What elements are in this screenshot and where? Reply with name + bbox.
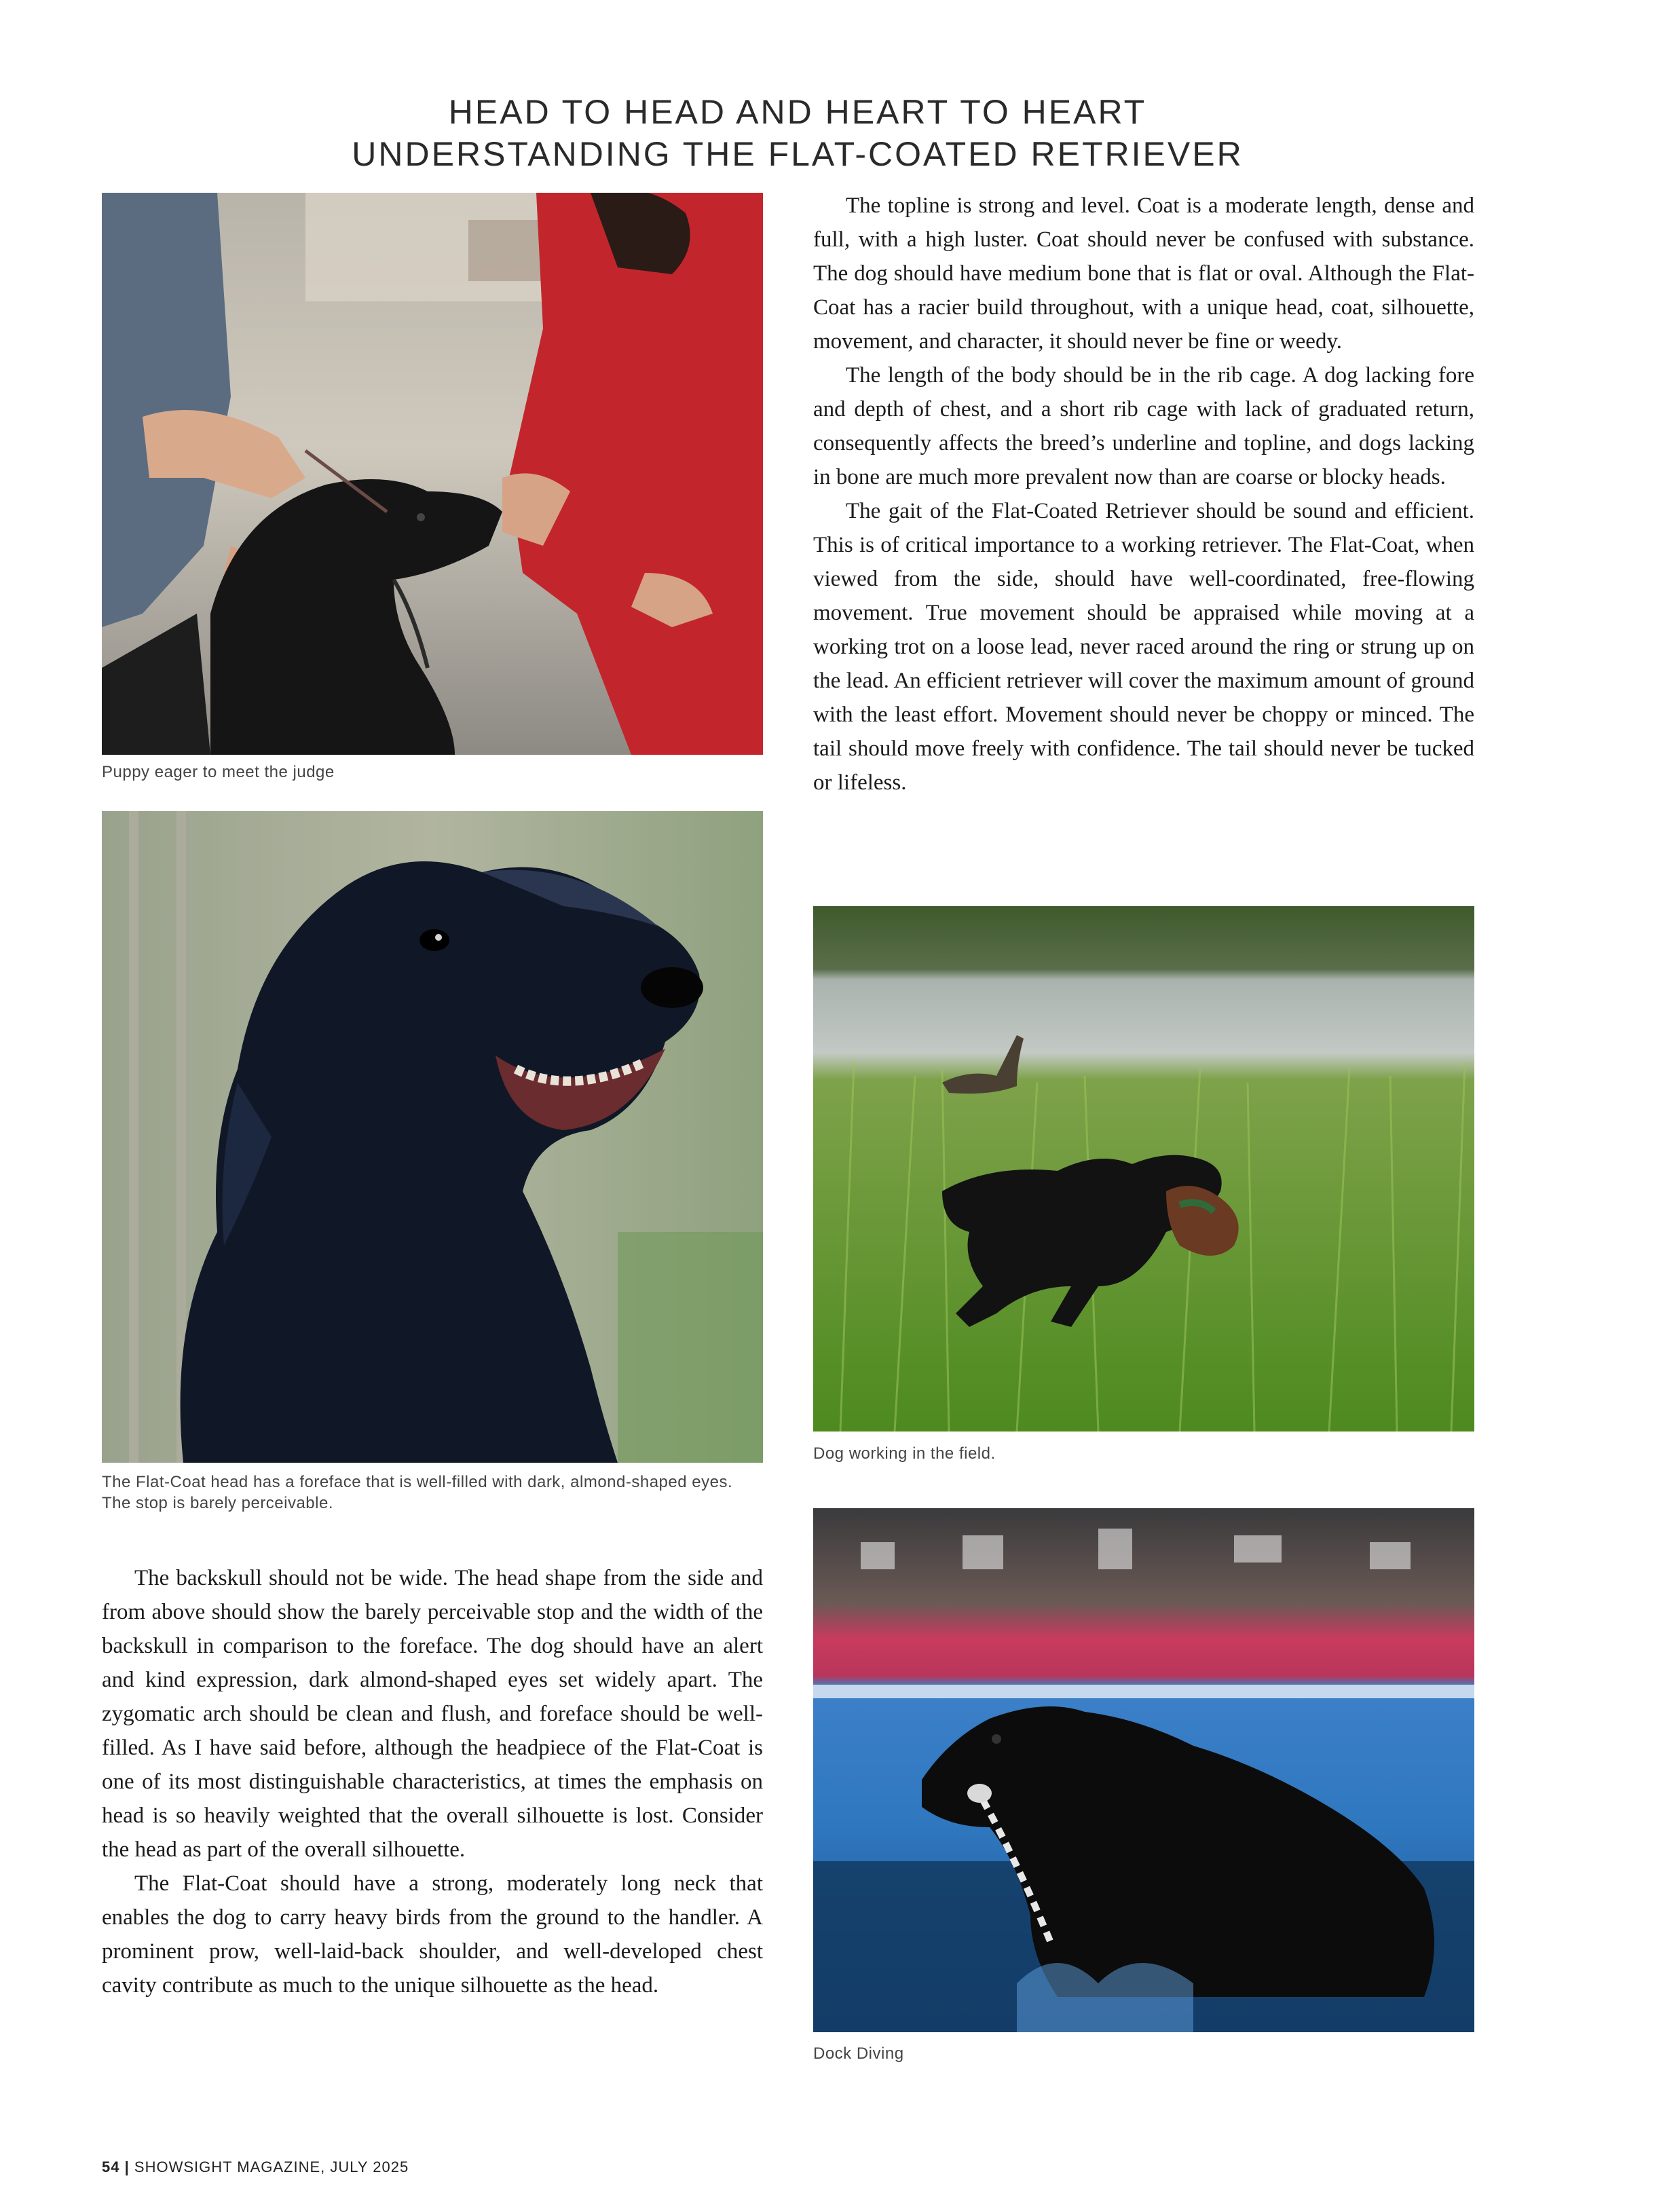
photo-caption-puppy: Puppy eager to meet the judge (102, 763, 335, 781)
footer-separator: | (124, 2158, 130, 2175)
left-paragraph: The backskull should not be wide. The head shape from the side and from above should show the barely perceivable stop and the width of the backskull in comparison to the foreface. The dog should have an alert and kind expression, dark almond-shaped eyes set widely apart. The zygomatic arch should be clean and flush, and foreface should be well-filled. As I have said before, although the headpiece of the Flat-Coat is one of its most distinguishable characteristics, at times the emphasis on head is so heavily weighted that the overall silhouette is lost. Consider the head as part of the overall silhouette. (102, 1566, 763, 1862)
left-paragraph: The Flat-Coat should have a strong, moderately long neck that enables the dog to carry heavy birds from the ground to the handler. A prominent prow, well-laid-back shoulder, and well-developed chest cavity contribute as much to the unique silhouette as the head. (102, 1871, 763, 1998)
right-paragraph: The length of the body should be in the rib cage. A dog lacking fore and depth of chest, and a short rib cage with lack of graduated return, consequently affects the breed’s underline and topline, and dogs lacking in bone are much more prevalent now than are coarse or blocky heads. (813, 363, 1474, 489)
page-footer (102, 2158, 409, 2176)
page-number: 54 (102, 2158, 120, 2175)
photo-puppy-judge (102, 193, 763, 755)
article-title-line1: HEAD TO HEAD AND HEART TO HEART (448, 93, 1147, 131)
photo-field-work (813, 906, 1474, 1432)
dock-diving-image (813, 1508, 1474, 2032)
publication-name: SHOWSIGHT MAGAZINE, JULY 2025 (134, 2158, 409, 2175)
right-column-text (813, 189, 1474, 800)
puppy-judge-image (102, 193, 763, 755)
field-work-image (813, 906, 1474, 1432)
photo-head-portrait (102, 811, 763, 1463)
right-paragraph: The gait of the Flat-Coated Retriever should be sound and efficient. This is of critical importance to a working retriever. The Flat-Coat, when viewed from the side, should have well-coordinated, free-flowing movement. True movement should be appraised while moving at a working trot on a loose lead, never raced around the ring or strung up on the lead. An efficient retriever will cover the maximum amount of ground with the least effort. Movement should never be choppy or minced. The tail should move freely with confidence. The tail should never be tucked or lifeless. (813, 499, 1474, 795)
photo-caption-dock: Dock Diving (813, 2044, 904, 2063)
right-paragraph: The topline is strong and level. Coat is a moderate length, dense and full, with a high luster. Coat should never be confused with substance. The dog should have medium bone that is flat or oval. Although the Flat-Coat has a racier build throughout, with a unique head, coat, silhouette, movement, and character, it should never be fine or weedy. (813, 193, 1474, 354)
photo-caption-head: The Flat-Coat head has a foreface that is well-filled with dark, almond-shaped eyes. The stop is barely perceivable. (102, 1473, 733, 1512)
article-title (0, 91, 1595, 175)
article-title-line2: UNDERSTANDING THE FLAT-COATED RETRIEVER (352, 135, 1244, 173)
photo-caption-field: Dog working in the field. (813, 1444, 996, 1463)
photo-dock-diving (813, 1508, 1474, 2032)
left-column-text (102, 1561, 763, 2002)
head-portrait-image (102, 811, 763, 1463)
